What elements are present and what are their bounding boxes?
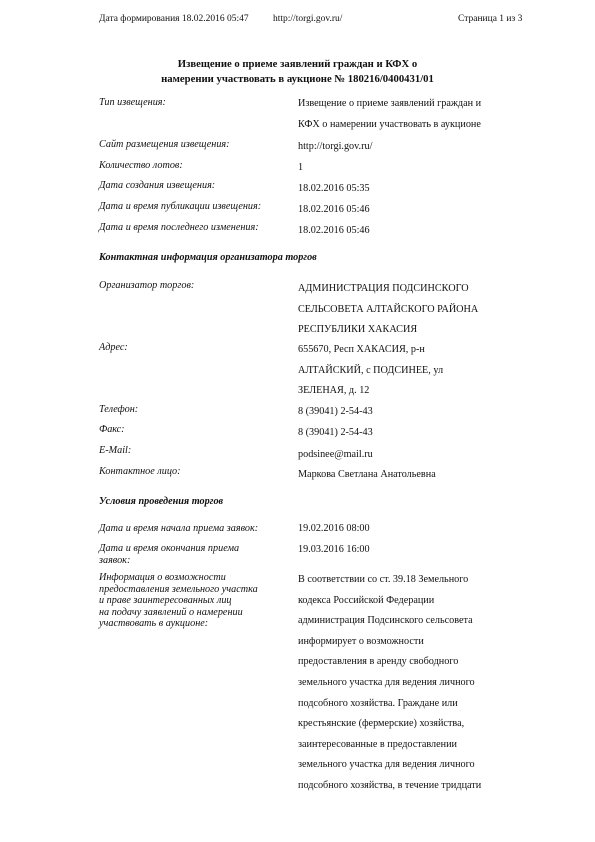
field-value: podsinee@mail.ru bbox=[298, 449, 373, 460]
field-label: Организатор торгов: bbox=[99, 280, 195, 291]
section-heading-conditions: Условия проведения торгов bbox=[99, 496, 224, 507]
field-label: Дата и время публикации извещения: bbox=[99, 201, 262, 212]
field-label: Сайт размещения извещения: bbox=[99, 139, 230, 150]
field-value: 18.02.2016 05:46 bbox=[298, 225, 370, 236]
field-value: 19.03.2016 16:00 bbox=[298, 544, 370, 555]
document-title bbox=[0, 57, 595, 87]
field-label: Дата создания извещения: bbox=[99, 180, 216, 191]
title-line-2: намерении участвовать в аукционе № 180216/0400431/01 bbox=[161, 73, 434, 85]
field-value: 19.02.2016 08:00 bbox=[298, 523, 370, 534]
field-label: Информация о возможности предоставления земельного участка и праве заинтересованных лиц на подачу заявлений о намерении участвовать в аукционе: bbox=[99, 572, 258, 629]
source-url: http://torgi.gov.ru/ bbox=[273, 14, 343, 24]
field-value: 8 (39041) 2-54-43 bbox=[298, 406, 373, 417]
formation-date: Дата формирования 18.02.2016 05:47 bbox=[99, 14, 249, 24]
field-label: Контактное лицо: bbox=[99, 466, 181, 477]
title-line-1: Извещение о приеме заявлений граждан и КФХ о bbox=[177, 58, 418, 70]
field-value: Извещение о приеме заявлений граждан и КФХ о намерении участвовать в аукционе bbox=[298, 98, 482, 130]
field-label: Телефон: bbox=[99, 404, 139, 415]
field-label: Количество лотов: bbox=[99, 160, 183, 171]
field-label: Факс: bbox=[99, 424, 125, 435]
field-label: Дата и время последнего изменения: bbox=[99, 222, 259, 233]
page-number: Страница 1 из 3 bbox=[458, 14, 523, 24]
field-value: 1 bbox=[298, 162, 304, 173]
field-value: АДМИНИСТРАЦИЯ ПОДСИНСКОГО СЕЛЬСОВЕТА АЛТАЙСКОГО РАЙОНА РЕСПУБЛИКИ ХАКАСИЯ bbox=[298, 283, 479, 336]
field-label: Адрес: bbox=[99, 342, 128, 353]
field-value: В соответствии со ст. 39.18 Земельного кодекса Российской Федерации администрация Подсинского сельсовета информирует о возможности предоставления в аренду свободного земельного участка для ведения личного подсобного хозяйства. Граждане или крестьянские (фермерские) хозяйства, заинтересованные в предоставлении земельного участка для ведения личного подсобного хозяйства, в течение тридцати bbox=[298, 574, 482, 791]
field-label: Тип извещения: bbox=[99, 97, 166, 108]
page-header bbox=[0, 14, 595, 28]
field-label: Дата и время начала приема заявок: bbox=[99, 523, 259, 534]
field-value: 18.02.2016 05:35 bbox=[298, 183, 370, 194]
field-label: E-Mail: bbox=[99, 445, 132, 456]
field-label: Дата и время окончания приема заявок: bbox=[99, 543, 240, 566]
field-value: http://torgi.gov.ru/ bbox=[298, 141, 373, 152]
section-heading-contacts: Контактная информация организатора торгов bbox=[99, 252, 317, 263]
field-value: 8 (39041) 2-54-43 bbox=[298, 427, 373, 438]
field-value: Маркова Светлана Анатольевна bbox=[298, 469, 436, 480]
field-value: 655670, Респ ХАКАСИЯ, р-н АЛТАЙСКИЙ, с ПОДСИНЕЕ, ул ЗЕЛЕНАЯ, д. 12 bbox=[298, 344, 444, 397]
field-value: 18.02.2016 05:46 bbox=[298, 204, 370, 215]
